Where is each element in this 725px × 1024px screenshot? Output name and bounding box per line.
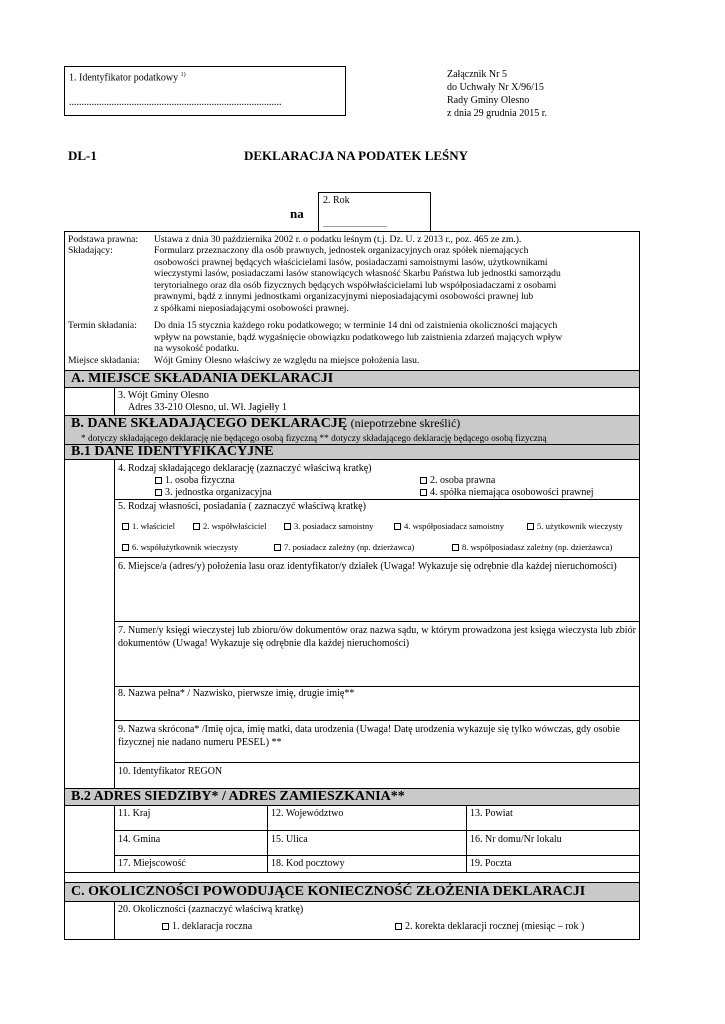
checkbox-icon[interactable] xyxy=(395,923,402,930)
submitters-label: Składający: xyxy=(68,245,113,256)
place-label: Miejsce składania: xyxy=(68,355,140,366)
field-3-label: 3. Wójt Gminy Olesno xyxy=(118,390,209,401)
f5-option-6[interactable]: 6. współużytkownik wieczysty xyxy=(122,541,238,553)
section-b2-title: B.2 ADRES SIEDZIBY* / ADRES ZAMIESZKANIA** xyxy=(71,789,405,804)
checkbox-icon[interactable] xyxy=(122,523,129,530)
field-5-label: 5. Rodzaj własności, posiadania ( zaznaczyć właściwą kratkę) xyxy=(118,501,366,512)
address-postal-code[interactable]: 18. Kod pocztowy xyxy=(271,858,345,869)
checkbox-icon[interactable] xyxy=(155,477,162,484)
submitters-line: wieczystymi lasów, posiadaczami lasów stanowiących własność Skarbu Państwa lub jednostki samorządu xyxy=(154,268,561,279)
checkbox-icon[interactable] xyxy=(452,544,459,551)
checkbox-icon[interactable] xyxy=(420,489,427,496)
field-6-label[interactable]: 6. Miejsce/a (adres/y) położenia lasu oraz identyfikator/y działek (Uwaga! Wykazuje się odrębnie dla każdej nieruchomości) xyxy=(118,561,617,572)
year-label: 2. Rok xyxy=(323,195,350,206)
annex-info xyxy=(447,68,547,120)
annex-line: Załącznik Nr 5 xyxy=(447,69,507,80)
deadline-label: Termin składania: xyxy=(68,320,137,331)
f4-option-3[interactable]: 3. jednostka organizacyjna xyxy=(155,487,272,499)
section-c-header xyxy=(64,882,640,902)
section-b-header xyxy=(64,415,640,445)
section-c-title: C. OKOLICZNOŚCI POWODUJĄCE KONIECZNOŚĆ ZŁOŻENIA DEKLARACJI xyxy=(71,884,586,899)
tax-id-box xyxy=(64,66,346,116)
f5-option-4[interactable]: 4. współposiadacz samoistny xyxy=(394,520,504,532)
form-code: DL-1 xyxy=(68,148,97,163)
field-10-label[interactable]: 10. Identyfikator REGON xyxy=(118,766,223,777)
section-b1-header xyxy=(64,444,640,460)
field-8-label[interactable]: 8. Nazwa pełna* / Nazwisko, pierwsze imię, drugie imię** xyxy=(118,688,355,699)
checkbox-icon[interactable] xyxy=(284,523,291,530)
f5-option-5[interactable]: 5. użytkownik wieczysty xyxy=(527,520,623,532)
checkbox-icon[interactable] xyxy=(394,523,401,530)
section-a-title: A. MIEJSCE SKŁADANIA DEKLARACJI xyxy=(71,371,334,386)
f5-option-7[interactable]: 7. posiadacz zależny (np. dzierżawca) xyxy=(274,541,414,553)
checkbox-icon[interactable] xyxy=(193,523,200,530)
address-country[interactable]: 11. Kraj xyxy=(118,808,151,819)
address-street[interactable]: 15. Ulica xyxy=(271,834,308,845)
checkbox-icon[interactable] xyxy=(420,477,427,484)
field-3-address: Adres 33-210 Olesno, ul. Wł. Jagiełły 1 xyxy=(128,402,287,413)
annex-line: do Uchwały Nr X/96/15 xyxy=(447,82,544,93)
na-label: na xyxy=(290,206,304,221)
address-commune[interactable]: 14. Gmina xyxy=(118,834,161,845)
f20-option-2[interactable]: 2. korekta deklaracji rocznej (miesiąc – rok ) xyxy=(395,921,584,933)
f4-option-2[interactable]: 2. osoba prawna xyxy=(420,475,495,487)
checkbox-icon[interactable] xyxy=(122,544,129,551)
section-b-title: B. DANE SKŁADAJĄCEGO DEKLARACJĘ (niepotrzebne skreślić) xyxy=(71,416,461,431)
tax-id-label: 1. Identyfikator podatkowy $^{1)}$ xyxy=(69,72,186,84)
field-9-label[interactable]: 9. Nazwa skrócona* /Imię ojca, imię matki, data urodzenia (Uwaga! Datę urodzenia wykazuje się tylko wówczas, gdy osobie fizycznej nie nadano numeru PESEL) ** xyxy=(118,724,620,748)
address-house-number[interactable]: 16. Nr domu/Nr lokalu xyxy=(470,834,562,845)
section-b2-header xyxy=(64,788,640,806)
annex-line: Rady Gminy Olesno xyxy=(447,95,530,106)
field-20-label: 20. Okoliczności (zaznaczyć właściwą kratkę) xyxy=(118,904,304,915)
checkbox-icon[interactable] xyxy=(155,489,162,496)
f4-option-4[interactable]: 4. spółka niemająca osobowości prawnej xyxy=(420,487,594,499)
form-title: DEKLARACJA NA PODATEK LEŚNY xyxy=(244,148,469,163)
f5-option-1[interactable]: 1. właściciel xyxy=(122,520,175,532)
submitters-line: prawnymi, bądź z innymi jednostkami organizacyjnymi nieposiadającymi osobowości prawnej lub xyxy=(154,291,534,302)
address-city[interactable]: 17. Miejscowość xyxy=(118,858,186,869)
section-b1-title: B.1 DANE IDENTYFIKACYJNE xyxy=(71,444,274,459)
place-text: Wójt Gminy Olesno właściwy ze względu na miejsce położenia lasu. xyxy=(154,355,420,366)
submitters-line: z spółkami nieposiadającymi osobowości prawnej. xyxy=(154,302,349,314)
deadline-line: wpływ na powstanie, bądź wygaśnięcie obowiązku podatkowego lub zaistnienia zdarzeń mających wpływ xyxy=(154,331,563,343)
tax-id-field[interactable]: ..................................................................................... xyxy=(69,97,282,108)
annex-line: z dnia 29 grudnia 2015 r. xyxy=(447,108,547,119)
checkbox-icon[interactable] xyxy=(527,523,534,530)
address-county[interactable]: 13. Powiat xyxy=(470,808,513,819)
field-4-label: 4. Rodzaj składającego deklarację (zaznaczyć właściwą kratkę) xyxy=(118,463,372,474)
f5-option-8[interactable]: 8. współposiadasz zależny (np. dzierżawca) xyxy=(452,541,612,553)
f5-option-3[interactable]: 3. posiadacz samoistny xyxy=(284,520,373,532)
deadline-line: na wysokość podatku. xyxy=(154,343,239,354)
section-b-footnote: * dotyczy składającego deklarację nie będącego osobą fizyczną ** dotyczy składającego deklarację będącego osobą fizyczną xyxy=(81,434,547,444)
submitters-line: osobowości prawnej będących właścicielami lasów, posiadaczami samoistnymi lasów, użytkownikami xyxy=(154,256,548,268)
deadline-line: Do dnia 15 stycznia każdego roku podatkowego; w terminie 14 dni od zaistnienia okoliczności mających xyxy=(154,320,558,331)
f20-option-1[interactable]: 1. deklaracja roczna xyxy=(162,921,252,933)
basis-label: Podstawa prawna: xyxy=(68,234,139,245)
basis-text: Ustawa z dnia 30 października 2002 r. o podatku leśnym (t.j. Dz. U. z 2013 r., poz. 465 ze zm.). xyxy=(154,234,522,245)
checkbox-icon[interactable] xyxy=(274,544,281,551)
address-post-office[interactable]: 19. Poczta xyxy=(470,858,512,869)
field-7-label[interactable]: 7. Numer/y księgi wieczystej lub zbioru/ów dokumentów oraz nazwa sądu, w którym prowadzona jest księga wieczysta lub zbiór dokumentów (Uwaga! Wykazuje się odrębnie dla każdej nieruchomości) xyxy=(118,625,636,649)
f4-option-1[interactable]: 1. osoba fizyczna xyxy=(155,475,235,487)
f5-option-2[interactable]: 2. współwłaściciel xyxy=(193,520,266,532)
submitters-line: terytorialnego oraz dla osób fizycznych będących współwłaścicielami lub współposiadaczami z osobami xyxy=(154,279,557,291)
address-voivodeship[interactable]: 12. Województwo xyxy=(271,808,344,819)
checkbox-icon[interactable] xyxy=(162,923,169,930)
year-box xyxy=(318,192,431,232)
year-field[interactable]: ................................ xyxy=(323,220,387,229)
section-a-header xyxy=(64,370,640,388)
submitters-line: Formularz przeznaczony dla osób prawnych, jednostek organizacyjnych oraz spółek niemających xyxy=(154,245,529,256)
